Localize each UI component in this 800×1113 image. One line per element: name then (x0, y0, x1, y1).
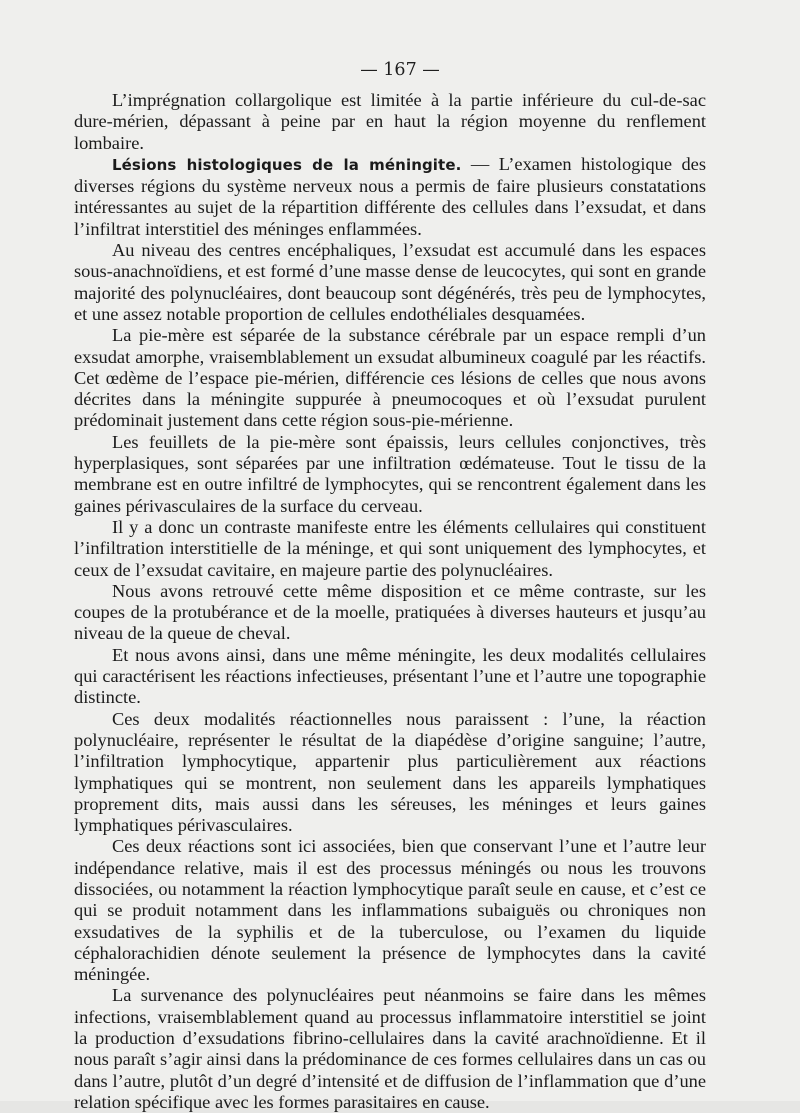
paragraph (74, 90, 706, 154)
paragraph-text: Les feuillets de la pie-mère sont épaissis, leurs cellules conjonctives, très hyperplasiques, sont séparées par une infiltration œdémateuse. Tout le tissu de la membrane est en outre infiltré de lymphocytes, qui se rencontrent également dans les gaines périvasculaires de la surface du cerveau. (74, 431, 706, 516)
paragraph-text: Ces deux modalités réactionnelles nous paraissent : l’une, la réaction polynucléaire, représenter le résultat de la diapédèse d’origine sanguine; l’autre, l’infiltration lymphocytique, appartenir plus particulièrement aux réactions lymphatiques qui se montrent, non seulement dans les appareils lymphatiques proprement dits, mais aussi dans les séreuses, les méninges et leurs gaines lymphatiques périvasculaires. (74, 708, 706, 836)
paragraph (74, 836, 706, 985)
paragraph-text: — L’examen histologique des diverses régions du système nerveux nous a permis de faire plusieurs constatations intéressantes au sujet de la répartition différente des cellules dans l’exsudat, et dans l’infiltrat interstitiel des méninges enflammées. (74, 153, 706, 239)
paragraph-text: Au niveau des centres encéphaliques, l’exsudat est accumulé dans les espaces sous-anachnoïdiens, et est formé d’une masse dense de leucocytes, qui sont en grande majorité des polynucléaires, dont beaucoup sont dégénérés, très peu de lymphocytes, et une assez notable proportion de cellules endothéliales desquamées. (74, 240, 706, 324)
paragraph (74, 154, 706, 240)
paragraph-text: Et nous avons ainsi, dans une même méningite, les deux modalités cellulaires qui caractérisent les réactions infectieuses, présentant l’une et l’autre une topographie distincte. (74, 644, 706, 708)
paragraph (74, 645, 706, 709)
paragraph (74, 709, 706, 837)
paragraph-text: Nous avons retrouvé cette même disposition et ce même contraste, sur les coupes de la protubérance et de la moelle, pratiquées à diverses hauteurs et jusqu’au niveau de la queue de cheval. (74, 580, 706, 644)
paragraph-text: La survenance des polynucléaires peut néanmoins se faire dans les mêmes infections, vraisemblablement quand au processus inflammatoire interstitiel se joint la production d’exsudations fibrino-cellulaires dans la cavité arachnoïdienne. Et il nous paraît s’agir ainsi dans la prédominance de ces formes cellulaires dans un cas ou dans l’autre, plutôt d’un degré d’intensité et de diffusion de l’inflammation que d’une relation spécifique avec les formes parasitaires en cause. (74, 985, 706, 1112)
page-number: — 167 — (360, 60, 440, 80)
paragraph-text: L’imprégnation collargolique est limitée à la partie inférieure du cul-de-sac dure-mérien, dépassant à peine par en haut la région moyenne du renflement lombaire. (74, 90, 706, 153)
paragraph (74, 517, 706, 581)
paragraph (74, 325, 706, 431)
paragraph (74, 581, 706, 645)
paragraph (74, 432, 706, 517)
paragraph-text: Il y a donc un contraste manifeste entre les éléments cellulaires qui constituent l’infiltration interstitielle de la méninge, et qui sont uniquement des lymphocytes, et ceux de l’exsudat cavitaire, en majeure partie des polynucléaires. (74, 516, 706, 580)
paragraph-text: Ces deux réactions sont ici associées, bien que conservant l’une et l’autre leur indépendance relative, mais il est des processus méningés ou nous les trouvons dissociées, ou notamment la réaction lymphocytique paraît seule en cause, et c’est ce qui se produit notamment dans les inflammations subaiguës ou chroniques non exsudatives de la syphilis et de la tuberculose, ou l’examen du liquide céphalorachidien dénote seulement la présence de lymphocytes dans la cavité méningée. (74, 836, 706, 985)
paragraph (74, 240, 706, 325)
paragraph (74, 985, 706, 1113)
section-heading: Lésions histologiques de la méningite. (112, 155, 462, 174)
paragraph-text: La pie-mère est séparée de la substance cérébrale par un espace rempli d’un exsudat amorphe, vraisemblablement un exsudat albumineux coagulé par les réactifs. Cet œdème de l’espace pie-mérien, différencie ces lésions de celles que nous avons décrites dans la méningite suppurée à pneumocoques et où l’exsudat purulent prédominait justement dans cette région sous-pie-mérienne. (74, 325, 706, 431)
body-text (74, 90, 706, 1113)
